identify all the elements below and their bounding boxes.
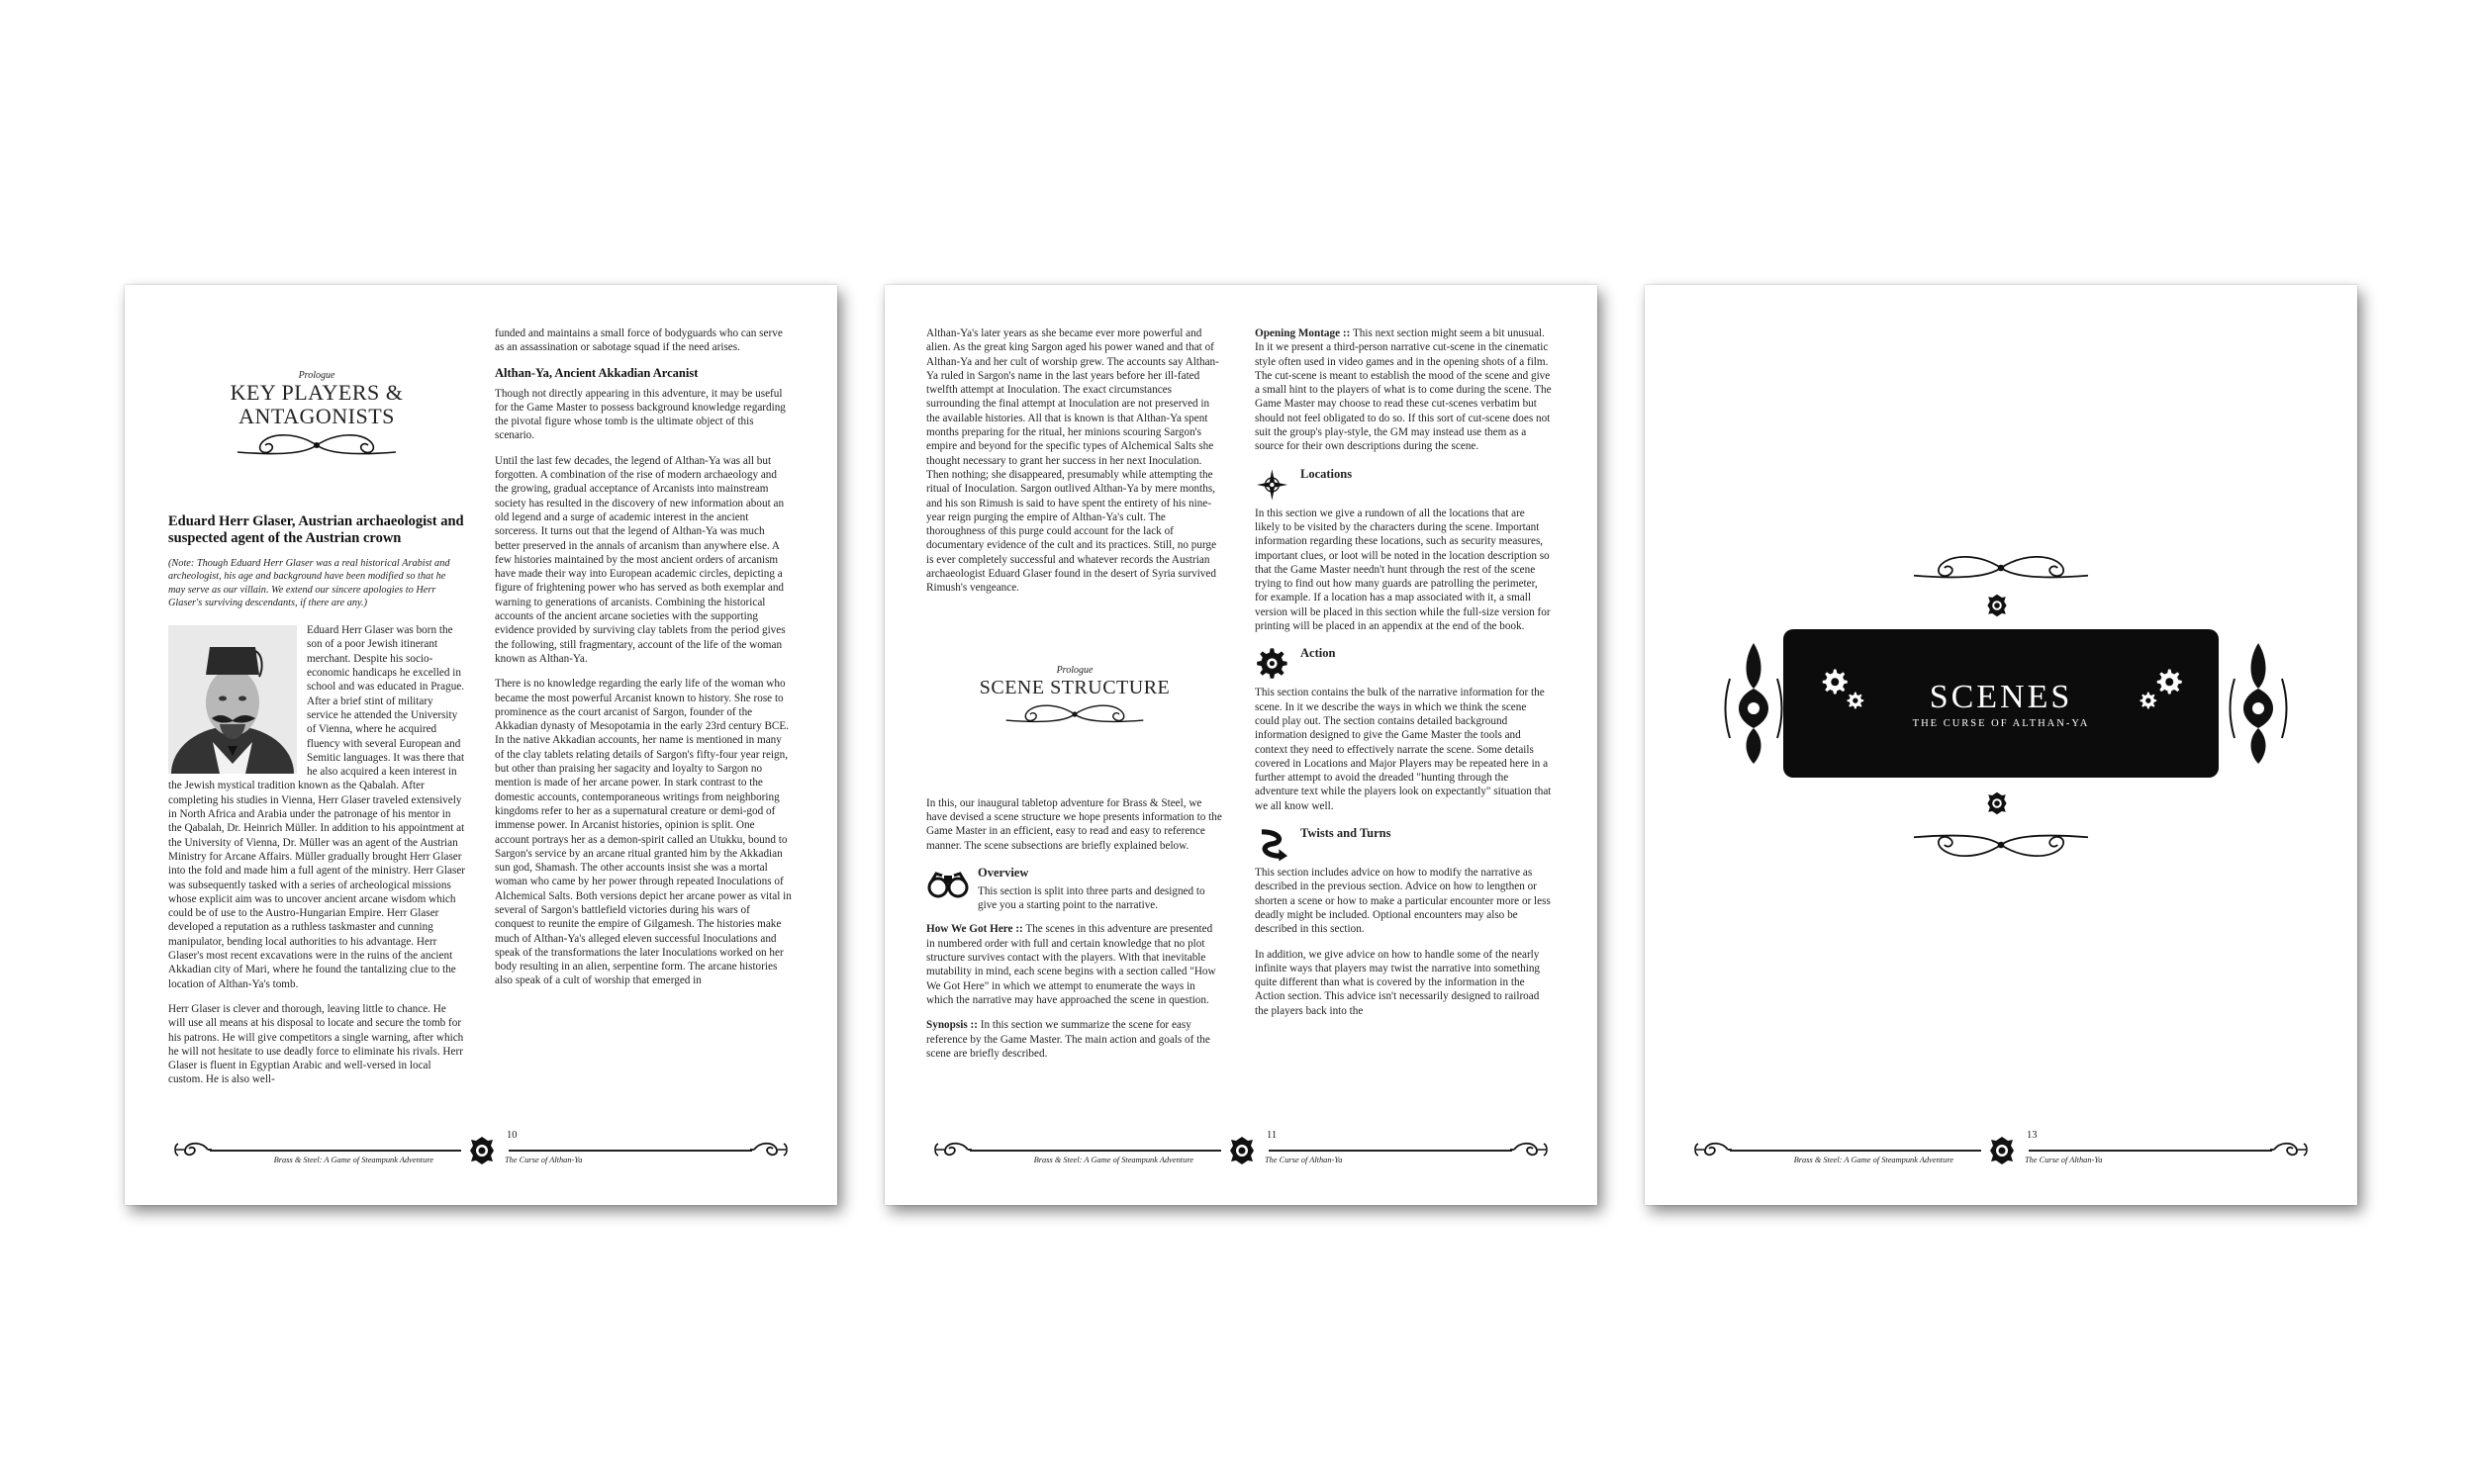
top-emblem-icon <box>1986 594 2008 617</box>
section-title-scene-structure <box>926 665 1223 727</box>
page10-column-1 <box>168 326 465 1098</box>
twists-text-2: In addition, we give advice on how to handle some of the nearly infinite ways that players may twist the narrative into something quite different than what is covered by the information in the Action section. This advice isn't necessarily designed to railroad the players back into the <box>1255 948 1541 1017</box>
footer-emblem-icon <box>1229 1136 1255 1165</box>
footer-scroll-right-icon <box>1510 1140 1550 1159</box>
scenes-title: SCENES <box>1929 678 2073 715</box>
compass-icon <box>1255 465 1294 505</box>
footer-scroll-left-icon <box>172 1140 212 1159</box>
synopsis-label: Synopsis :: <box>926 1019 978 1032</box>
gear-icon <box>1255 644 1294 684</box>
footer-scroll-right-icon <box>750 1140 790 1159</box>
bottom-emblem-icon <box>1986 791 2008 815</box>
overview-section <box>926 864 1223 913</box>
scenes-title-box <box>1783 629 2219 778</box>
subhead-althan-ya: Althan-Ya, Ancient Akkadian Arcanist <box>495 365 699 380</box>
title-text: KEY PLAYERS & ANTAGONISTS <box>230 380 404 428</box>
page-number: 13 <box>2027 1130 2038 1141</box>
synopsis-paragraph <box>926 1018 1223 1061</box>
intro-paragraph: In this, our inaugural tabletop adventure for Brass & Steel, we have devised a scene structure we hope presents information to the Game Master in an efficient, easy to read and easy to reference manner. The scene subsections are briefly explained below. <box>926 796 1222 852</box>
footer-scroll-right-icon <box>2270 1140 2310 1159</box>
glaser-paragraph-2: Herr Glaser is clever and thorough, leaving little to chance. He will use all means at his disposal to locate and secure the tomb for his patrons. He will give competitors a single warning, after which he will not hesitate to use deadly force to eliminate his rivals. Herr Glaser is fluent in Egyptian Arabic and well-versed in local custom. He is also well- <box>168 1002 464 1086</box>
left-ornament-icon <box>1724 639 1783 768</box>
footer-game-title: Brass & Steel: A Game of Steampunk Adventure <box>273 1156 433 1164</box>
footer-scroll-left-icon <box>932 1140 972 1159</box>
twists-heading: Twists and Turns <box>1300 826 1391 841</box>
title-flourish-icon <box>976 701 1174 727</box>
synopsis-text: In this section we summarize the scene for easy reference by the Game Master. The main action and goals of the scene are briefly described. <box>926 1019 1210 1060</box>
overview-text: This section is split into three parts and designed to give you a starting point to the narrative. <box>978 884 1205 912</box>
footer-adventure-title: The Curse of Althan-Ya <box>2025 1156 2103 1164</box>
page-11 <box>885 285 1597 1205</box>
locations-heading: Locations <box>1300 466 1353 481</box>
col1-continuation: Althan-Ya's later years as she became ever more powerful and alien. As the great king Sargon aged his power waned and that of Althan-Ya and her cult of worship grew. The accounts say Althan-Ya ruled in Sargon's name in the last years before her ill-fated twelfth attempt at Inoculation. The exact circumstances surrounding the final attempt at Inoculation are not preserved in the available histories. All that is known is that Althan-Ya spent months preparing for the ritual, her minions scouring Sargon's empire and beyond for the specific types of Alchemical Salts she thought necessary to grant her success in her next Inoculation. Then nothing; she disappeared, presumably while attempting the ritual of Inoculation. Sargon outlived Althan-Ya by mere months, and his son Rimush is said to have spent the entirety of his nine-year reign purging the empire of Althan-Ya's cult. The thoroughness of this purge could account for the lack of documentary evidence of the cult and its practices. Still, no purge is ever completely successful and whatever records the Austrian archaeologist Eduard Glaser found in the desert of Syria survived Rimush's vengeance. <box>926 327 1219 595</box>
binoculars-icon <box>926 864 972 903</box>
twists-text: This section includes advice on how to modify the narrative as described in the previous section. Advice on how to lengthen or shorten a scene or how to make a particular encounter more or less deadly might be included. Optional encounters may also be described in this section. <box>1255 867 1551 936</box>
how-we-got-here-text: The scenes in this adventure are presented in numbered order with full and certain knowledge that no plot structure survives contact with the players. With that inevitable mutability in mind, each scene begins with a section called "How We Got Here" in which we attempt to enumerate the ways in which the narrative may have approached the scene in question. <box>926 923 1216 1006</box>
action-text: This section contains the bulk of the narrative information for the scene. In it we describe the ways in which we think the scene could play out. The section contains detailed background information designed to give the Game Master the tools and context they need to effectively narrate the scene. Some details covered in Locations and Major Players may be repeated here in a further attempt to avoid the dreaded "hunting through the adventure text while the players look on expectantly" situation that we all know well. <box>1255 687 1552 812</box>
althan-paragraph-2: Until the last few decades, the legend of Althan-Ya was all but forgotten. A combination of the rise of modern archaeology and the growing, gradual acceptance of Arcanists into mainstream society has resulted in the discovery of new information about an old legend and a surge of academic interest in the ancient sorceress. It turns out that the legend of Althan-Ya was much better preserved in the annals of arcanism than anywhere else. A few histories maintained by the most ancient orders of arcanism have made their way into European academic circles, depicting a figure of frightening power who has served as both exemplar and warning to generations of arcanists. Combining the historical accounts of the ancient arcane societies with the supporting evidence provided by surviving clay tablets from the period gives the following, still fragmentary, account of the life of the woman known as Althan-Ya. <box>495 454 786 665</box>
gear-icon <box>2153 667 2183 696</box>
page-13 <box>1645 285 2357 1205</box>
locations-section <box>1255 465 1552 505</box>
page-number: 10 <box>507 1130 518 1141</box>
page11-column-1 <box>926 326 1223 1071</box>
footer-emblem-icon <box>469 1136 495 1165</box>
twists-section <box>1255 824 1552 864</box>
twist-arrow-icon <box>1255 824 1294 864</box>
gear-icon <box>1845 691 1864 710</box>
althan-paragraph-1: Though not directly appearing in this adventure, it may be useful for the Game Master to possess background knowledge regarding the pivotal figure whose tomb is the ultimate object of this scenario. <box>495 387 786 442</box>
section-title-key-players <box>168 370 465 460</box>
scenes-subtitle: THE CURSE OF ALTHAN-YA <box>1912 717 2090 729</box>
col2-continuation: funded and maintains a small force of bodyguards who can serve as an assassination or sabotage squad if the need arises. <box>495 327 783 354</box>
opening-montage-text: This next section might seem a bit unusual. In it we present a third-person narrative cut-scene in the cinematic style often used in video games and in the opening shots of a film. The cut-scene is meant to establish the mood of the scene and give a small hint to the players of what is to come during the scene. The Game Master may choose to read these cut-scenes verbatim but should not feel obligated to do so. If this sort of cut-scene does not suit the group's play-style, the GM may instead use them as a source for their own descriptions during the scene. <box>1255 327 1552 453</box>
page-footer <box>1692 1130 2310 1169</box>
footer-adventure-title: The Curse of Althan-Ya <box>505 1156 583 1164</box>
page-footer <box>172 1130 790 1169</box>
note-paragraph: (Note: Though Eduard Herr Glaser was a real historical Arabist and archeologist, his age and background have been modified so that he may serve as our villain. We extend our sincere apologies to Herr Glaser's surviving descendants, if there are any.) <box>168 558 450 608</box>
title-flourish-icon <box>198 430 435 460</box>
top-flourish-icon <box>1892 550 2110 586</box>
overview-heading: Overview <box>978 865 1029 880</box>
footer-game-title: Brass & Steel: A Game of Steampunk Adventure <box>1033 1156 1193 1164</box>
footer-emblem-icon <box>1989 1136 2015 1165</box>
page-footer <box>932 1130 1550 1169</box>
footer-scroll-left-icon <box>1692 1140 1732 1159</box>
how-we-got-here-label: How We Got Here :: <box>926 923 1023 936</box>
glaser-paragraph-1: Eduard Herr Glaser was born the son of a poor Jewish itinerant merchant. Despite his socio-economic handicaps he excelled in school and was educated in Prague. After a brief stint of military service he attended the University of Vienna, where he acquired fluency with several European and Semitic languages. It was there that he also acquired a keen interest in the Jewish mystical tradition known as the Qabalah. After completing his studies in Vienna, Herr Glaser traveled extensively in North Africa and Arabia under the patronage of his mentor in the Qabalah, Dr. Heinrich Müller. In addition to his appointment at the University of Vienna, Dr. Müller was an agent of the Austrian Ministry for Arcane Affairs. Müller gradually brought Herr Glaser into the fold and made him a full agent of the ministry. Herr Glaser was subsequently tasked with a series of archeological missions whose explicit aim was to uncover ancient arcane wisdom which could be of use to the Austro-Hungarian Empire. Herr Glaser developed a reputation as a ruthless taskmaster and cunning manipulator, bending local authorities to his advantage. Herr Glaser's most recent excavations were in the ruins of the ancient Akkadian city of Mari, where he found the tantalizing clue to the location of Althan-Ya's tomb. <box>168 624 466 990</box>
subhead-glaser: Eduard Herr Glaser, Austrian archaeologist and suspected agent of the Austrian crown <box>168 513 464 546</box>
title-kicker: Prologue <box>1056 664 1094 676</box>
althan-paragraph-3: There is no knowledge regarding the early life of the woman who became the most powerful Arcanist known to history. She rose to prominence as the court arcanist of Sargon, founder of the Akkadian dynasty of Mesopotamia in the early 23rd century BCE. In the native Akkadian accounts, her name is mentioned in many of the clay tablets relating details of Sargon's fifty-four year reign, but other than praising her sagacity and loyalty to Sargon no mention is made of her arcane power. In stark contrast to the domestic accounts, contemporaneous writings from neighboring kingdoms refer to her as a supernatural creature or demi-god of immense power. In Arcanist histories, opinion is split. One account portrays her as a demon-spirit called an Utukku, bound to Sargon's service by an arcane ritual granted him by the Akkadian sun god, Shamash. The other accounts insist she was a mortal woman who came by her power through repeated Inoculations of Alchemical Salts. Both versions depict her arcane power as vital in several of Sargon's battlefield victories during his wars of conquest to reunite the empire of Gilgamesh. The histories make much of Althan-Ya's alleged eleven successful Inoculations and speak of the transformations the later Inoculations worked on her body resulting in an alien, serpentine form. The arcane histories also speak of a cult of worship that emerged in <box>495 678 792 987</box>
scenes-banner <box>1724 550 2288 886</box>
footer-adventure-title: The Curse of Althan-Ya <box>1265 1156 1343 1164</box>
footer-game-title: Brass & Steel: A Game of Steampunk Adventure <box>1793 1156 1953 1164</box>
title-text: SCENE STRUCTURE <box>979 676 1171 698</box>
title-kicker: Prologue <box>298 370 335 381</box>
page-number: 11 <box>1267 1130 1278 1141</box>
page11-column-2 <box>1255 326 1552 1029</box>
gear-icon <box>2138 691 2157 710</box>
opening-montage-label: Opening Montage :: <box>1255 327 1351 339</box>
locations-text: In this section we give a rundown of all the locations that are likely to be visited by the characters during the scene. Important information regarding these locations, such as security measures, important clues, or loot will be noted in the location description so that the Game Master needn't hunt through the rest of the scene trying to find out how many guards are patrolling the perimeter, for example. If a location has a map associated with it, a small version will be placed in this section while the full-size version for printing will be placed in an appendix at the end of the book. <box>1255 507 1551 633</box>
glaser-portrait-icon <box>168 625 297 774</box>
page-10 <box>125 285 837 1205</box>
page10-column-2 <box>495 326 792 999</box>
right-ornament-icon <box>2229 639 2288 768</box>
opening-montage-paragraph <box>1255 326 1552 454</box>
how-we-got-here-paragraph <box>926 922 1223 1007</box>
action-heading: Action <box>1300 646 1336 661</box>
action-section <box>1255 644 1552 684</box>
bottom-flourish-icon <box>1892 827 2110 863</box>
